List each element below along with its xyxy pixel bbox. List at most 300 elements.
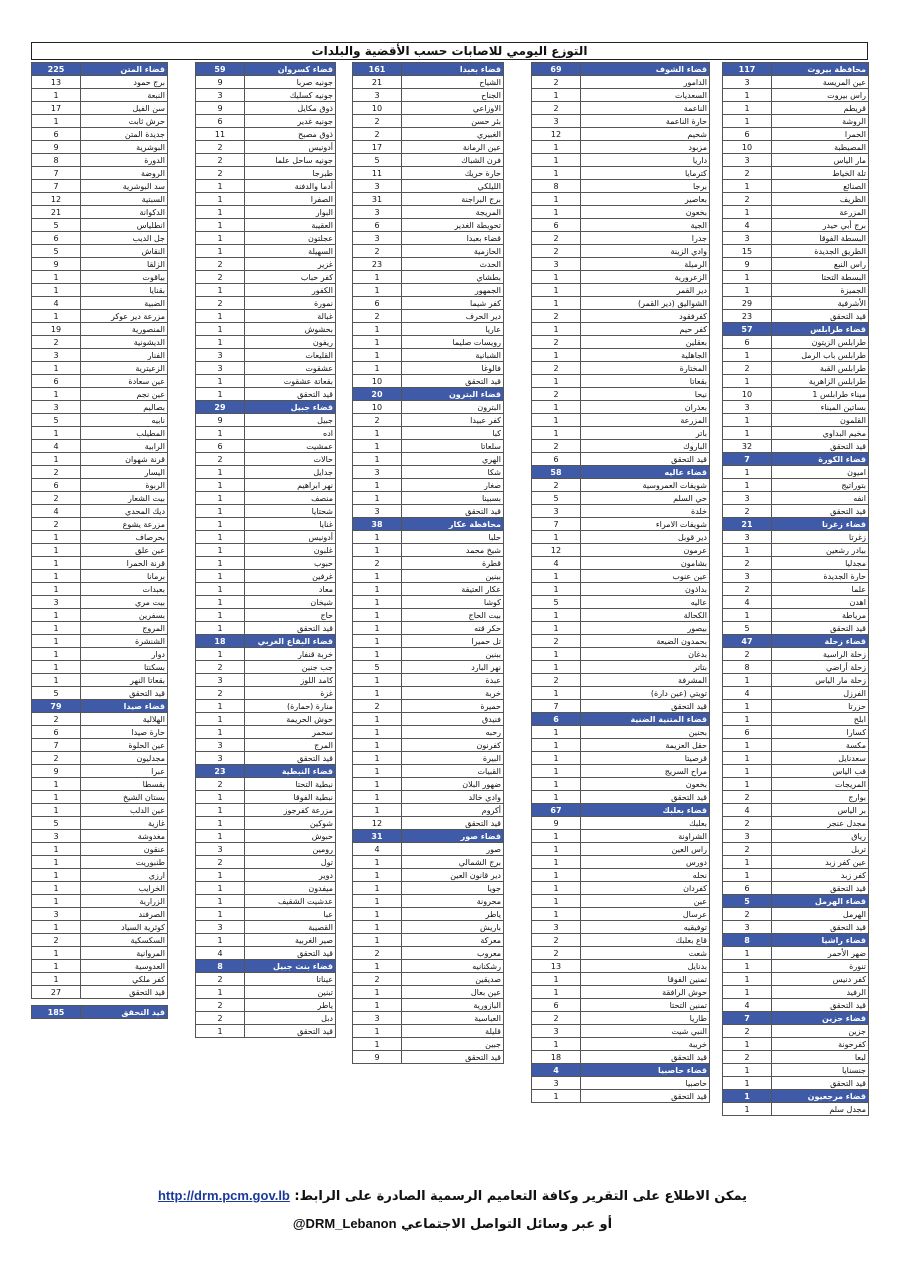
table-row: [32, 947, 168, 960]
case-count: 3: [32, 401, 81, 414]
table-row: [353, 362, 504, 375]
case-count: 1: [32, 388, 81, 401]
town-name: مرياطة: [772, 609, 869, 622]
district-total: 69: [532, 63, 581, 76]
district-total: 57: [723, 323, 772, 336]
table-row: [353, 310, 504, 323]
table-row: [353, 336, 504, 349]
case-count: 3: [196, 89, 245, 102]
town-name: تول: [245, 856, 336, 869]
case-count: 1: [196, 427, 245, 440]
table-row: [196, 921, 336, 934]
table-row: [353, 141, 504, 154]
town-name: حارة الجديدة: [772, 570, 869, 583]
town-name: الحازمية: [402, 245, 504, 258]
case-count: 5: [32, 219, 81, 232]
town-name: كفردان: [581, 882, 710, 895]
case-count: 1: [32, 284, 81, 297]
town-name: البترون: [402, 401, 504, 414]
table-row: [353, 804, 504, 817]
town-name: عمشيت: [245, 440, 336, 453]
table-row: [353, 427, 504, 440]
table-row: [353, 635, 504, 648]
table-row: [32, 219, 168, 232]
table-row: [532, 89, 710, 102]
town-name: الروشة: [772, 115, 869, 128]
table-row: [32, 609, 168, 622]
town-name: طرابلس الزاهرية: [772, 375, 869, 388]
case-count: 12: [32, 193, 81, 206]
table-row: [532, 908, 710, 921]
town-name: بسكنتا: [81, 661, 168, 674]
table-row: [353, 219, 504, 232]
case-count: 1: [32, 271, 81, 284]
case-count: 1: [723, 271, 772, 284]
table-row: [723, 1051, 869, 1064]
table-column-chouf: [531, 62, 710, 1103]
case-count: 1: [353, 479, 402, 492]
case-count: 1: [32, 453, 81, 466]
table-row: [353, 167, 504, 180]
case-count: 1: [532, 843, 581, 856]
social-handle[interactable]: @DRM_Lebanon: [292, 1216, 397, 1231]
table-row: [32, 453, 168, 466]
table-row: [32, 76, 168, 89]
case-count: 1: [723, 414, 772, 427]
table-row: [196, 973, 336, 986]
case-count: 1: [353, 778, 402, 791]
case-count: 2: [353, 947, 402, 960]
town-name: كبا: [402, 427, 504, 440]
case-count: 1: [532, 531, 581, 544]
table-row: [353, 557, 504, 570]
town-name: قيد التحقق: [581, 700, 710, 713]
table-row: [353, 505, 504, 518]
table-row: [532, 687, 710, 700]
case-count: 2: [723, 1025, 772, 1038]
town-name: قيد التحقق: [772, 440, 869, 453]
case-count: 9: [723, 258, 772, 271]
table-row: [196, 778, 336, 791]
case-count: 3: [532, 258, 581, 271]
table-row: [532, 219, 710, 232]
table-row: [532, 1077, 710, 1090]
town-name: شيخان: [245, 596, 336, 609]
table-row: [532, 622, 710, 635]
table-row: [532, 362, 710, 375]
table-row: [532, 778, 710, 791]
table-row: [532, 739, 710, 752]
case-count: 6: [196, 115, 245, 128]
case-count: 6: [32, 232, 81, 245]
table-row: [32, 674, 168, 687]
table-row: [32, 336, 168, 349]
table-row: [532, 531, 710, 544]
case-count: 4: [532, 557, 581, 570]
town-name: اميون: [772, 466, 869, 479]
district-name: قضاء البقاع الغربي: [245, 635, 336, 648]
case-count: 3: [532, 115, 581, 128]
table-row: [196, 284, 336, 297]
case-count: 3: [196, 752, 245, 765]
table-row: [32, 258, 168, 271]
table-row: [32, 817, 168, 830]
case-count: 2: [532, 635, 581, 648]
case-count: 1: [723, 752, 772, 765]
table-row: [723, 713, 869, 726]
town-name: بحرصاف: [81, 531, 168, 544]
district-name: قضاء المتن: [81, 63, 168, 76]
table-row: [353, 622, 504, 635]
case-count: 1: [353, 895, 402, 908]
table-row: [723, 804, 869, 817]
town-name: السكسكية: [81, 934, 168, 947]
case-count: 3: [723, 232, 772, 245]
table-row: [196, 427, 336, 440]
table-row: [723, 219, 869, 232]
town-name: حالات: [245, 453, 336, 466]
case-count: 2: [532, 76, 581, 89]
table-row: [723, 986, 869, 999]
town-name: تويتي (عين دارة): [581, 687, 710, 700]
table-row: [532, 492, 710, 505]
district-header-row: [532, 466, 710, 479]
table-row: [723, 765, 869, 778]
table-row: [532, 479, 710, 492]
table-row: [532, 960, 710, 973]
town-name: الجمهور: [402, 284, 504, 297]
town-name: قيد التحقق: [245, 947, 336, 960]
town-name: المطيلب: [81, 427, 168, 440]
table-row: [532, 544, 710, 557]
town-name: زغرتا: [772, 531, 869, 544]
district-header-row: [353, 63, 504, 76]
case-count: 3: [353, 505, 402, 518]
town-name: مار الياس: [772, 154, 869, 167]
case-count: 1: [196, 622, 245, 635]
case-count: 1: [532, 609, 581, 622]
table-row: [723, 375, 869, 388]
table-row: [723, 206, 869, 219]
table-row: [723, 310, 869, 323]
town-name: ياطر: [402, 908, 504, 921]
table-row: [532, 765, 710, 778]
case-count: 1: [532, 739, 581, 752]
table-row: [32, 362, 168, 375]
case-count: 1: [723, 960, 772, 973]
case-count: 10: [353, 102, 402, 115]
town-name: القليعات: [245, 349, 336, 362]
town-name: الناعمة: [581, 102, 710, 115]
case-count: 3: [196, 349, 245, 362]
table-row: [196, 739, 336, 752]
town-name: انطلياس: [81, 219, 168, 232]
town-name: بستان الشيخ: [81, 791, 168, 804]
case-count: 1: [32, 557, 81, 570]
town-name: الرابية: [81, 440, 168, 453]
table-row: [532, 752, 710, 765]
case-count: 1: [353, 648, 402, 661]
case-count: 1: [32, 921, 81, 934]
town-name: صير الغربية: [245, 934, 336, 947]
table-row: [353, 193, 504, 206]
table-row: [196, 193, 336, 206]
case-count: 1: [196, 219, 245, 232]
town-name: برمانا: [81, 570, 168, 583]
town-name: باريش: [402, 921, 504, 934]
town-name: جونيه غدير: [245, 115, 336, 128]
town-name: بسفرين: [81, 609, 168, 622]
town-name: قيد التحقق: [772, 921, 869, 934]
town-name: كوثرية السياد: [81, 921, 168, 934]
case-count: 2: [723, 908, 772, 921]
town-name: عين سعادة: [81, 375, 168, 388]
table-row: [532, 895, 710, 908]
table-row: [196, 362, 336, 375]
town-name: عنقون: [81, 843, 168, 856]
case-count: 27: [32, 986, 81, 999]
case-count: 1: [723, 180, 772, 193]
case-count: 1: [532, 986, 581, 999]
case-count: 2: [353, 414, 402, 427]
town-name: قيد التحقق: [81, 687, 168, 700]
district-name: قضاء الكورة: [772, 453, 869, 466]
table-row: [32, 856, 168, 869]
town-name: الصنائع: [772, 180, 869, 193]
town-name: مجدليا: [772, 557, 869, 570]
town-name: الدامور: [581, 76, 710, 89]
town-name: الشنشرة: [81, 635, 168, 648]
case-count: 9: [32, 765, 81, 778]
case-count: 1: [353, 583, 402, 596]
table-row: [32, 141, 168, 154]
town-name: طرابلس الزيتون: [772, 336, 869, 349]
case-count: 4: [723, 804, 772, 817]
table-row: [723, 583, 869, 596]
case-count: 23: [723, 310, 772, 323]
case-count: 1: [723, 947, 772, 960]
case-count: 1: [532, 323, 581, 336]
town-name: كوشا: [402, 596, 504, 609]
district-name: قضاء حاصبيا: [581, 1064, 710, 1077]
town-name: كفر حباب: [245, 271, 336, 284]
case-count: 1: [196, 908, 245, 921]
case-count: 1: [532, 297, 581, 310]
case-count: 18: [532, 1051, 581, 1064]
case-count: 1: [353, 999, 402, 1012]
town-name: السبتية: [81, 193, 168, 206]
case-count: 2: [196, 167, 245, 180]
town-name: حزرتا: [772, 700, 869, 713]
case-count: 1: [32, 635, 81, 648]
case-count: 1: [723, 713, 772, 726]
case-count: 3: [723, 154, 772, 167]
table-row: [196, 518, 336, 531]
case-count: 1: [532, 193, 581, 206]
table-row: [32, 206, 168, 219]
town-name: رويسات صليما: [402, 336, 504, 349]
case-count: 1: [353, 908, 402, 921]
case-count: 8: [32, 154, 81, 167]
town-name: قيد التحقق: [581, 1090, 710, 1103]
case-count: 1: [196, 596, 245, 609]
town-name: المريجة: [402, 206, 504, 219]
table-row: [196, 856, 336, 869]
town-name: نهر البارد: [402, 661, 504, 674]
case-count: 1: [353, 349, 402, 362]
table-row: [723, 739, 869, 752]
case-count: 1: [196, 882, 245, 895]
table-row: [32, 869, 168, 882]
table-row: [32, 115, 168, 128]
town-name: وادي الزينة: [581, 245, 710, 258]
town-name: مكسة: [772, 739, 869, 752]
town-name: المريجات: [772, 778, 869, 791]
table-row: [723, 440, 869, 453]
case-count: 1: [532, 869, 581, 882]
town-name: قيد التحقق: [245, 622, 336, 635]
table-row: [353, 258, 504, 271]
table-row: [532, 193, 710, 206]
table-row: [723, 661, 869, 674]
case-count: 1: [723, 544, 772, 557]
table-row: [723, 947, 869, 960]
town-name: شيخ محمد: [402, 544, 504, 557]
town-name: الشواليق (دير القمر): [581, 297, 710, 310]
town-name: نهر ابراهيم: [245, 479, 336, 492]
case-count: 17: [353, 141, 402, 154]
table-row: [196, 232, 336, 245]
table-row: [723, 167, 869, 180]
case-count: 1: [723, 973, 772, 986]
case-count: 1: [353, 453, 402, 466]
case-count: 13: [532, 960, 581, 973]
table-row: [353, 661, 504, 674]
table-row: [723, 401, 869, 414]
case-count: 8: [532, 180, 581, 193]
case-count: 3: [723, 492, 772, 505]
town-name: طنبوريت: [81, 856, 168, 869]
case-count: 1: [32, 778, 81, 791]
table-row: [196, 531, 336, 544]
town-name: ضهر الأحمر: [772, 947, 869, 960]
case-count: 1: [532, 141, 581, 154]
table-row: [353, 895, 504, 908]
case-count: 1: [532, 648, 581, 661]
case-count: 9: [196, 76, 245, 89]
town-name: البوشرية: [81, 141, 168, 154]
table-row: [353, 908, 504, 921]
town-name: بحشوش: [245, 323, 336, 336]
case-count: 7: [532, 518, 581, 531]
town-name: الرميلة: [581, 258, 710, 271]
town-name: بطشاي: [402, 271, 504, 284]
case-count: 3: [353, 89, 402, 102]
district-total: 1: [723, 1090, 772, 1103]
table-row: [353, 284, 504, 297]
case-count: 1: [196, 934, 245, 947]
table-row: [353, 648, 504, 661]
case-count: 2: [723, 648, 772, 661]
town-name: مخيم البداوي: [772, 427, 869, 440]
case-count: 1: [196, 193, 245, 206]
table-row: [32, 570, 168, 583]
case-count: 1: [353, 609, 402, 622]
table-row: [32, 635, 168, 648]
town-name: النقاش: [81, 245, 168, 258]
table-row: [353, 206, 504, 219]
table-row: [32, 596, 168, 609]
case-count: 1: [723, 115, 772, 128]
case-count: 1: [32, 89, 81, 102]
case-count: 12: [532, 128, 581, 141]
case-count: 1: [532, 622, 581, 635]
report-link[interactable]: http://drm.pcm.gov.lb: [157, 1188, 290, 1203]
case-count: 1: [196, 180, 245, 193]
case-count: 6: [532, 219, 581, 232]
district-header-row: [353, 518, 504, 531]
table-row: [32, 245, 168, 258]
town-name: حوش الرافقة: [581, 986, 710, 999]
table-row: [32, 713, 168, 726]
town-name: الفرزل: [772, 687, 869, 700]
table-row: [353, 232, 504, 245]
town-name: عجلتون: [245, 232, 336, 245]
town-name: بساتين الميناء: [772, 401, 869, 414]
table-row: [32, 310, 168, 323]
case-count: 9: [353, 1051, 402, 1064]
district-name: قضاء طرابلس: [772, 323, 869, 336]
table-row: [32, 557, 168, 570]
town-name: قرنة شهوان: [81, 453, 168, 466]
case-count: 1: [196, 284, 245, 297]
case-count: 1: [532, 271, 581, 284]
district-header-row: [723, 453, 869, 466]
case-count: 3: [723, 570, 772, 583]
town-name: نبطية الفوقا: [245, 791, 336, 804]
case-count: 5: [353, 154, 402, 167]
case-count: 1: [353, 752, 402, 765]
town-name: كفر شيما: [402, 297, 504, 310]
table-row: [723, 115, 869, 128]
table-row: [32, 466, 168, 479]
town-name: شكا: [402, 466, 504, 479]
town-name: المزرعة: [772, 206, 869, 219]
table-row: [353, 934, 504, 947]
table-row: [532, 856, 710, 869]
town-name: جب جنين: [245, 661, 336, 674]
case-count: 1: [196, 830, 245, 843]
case-count: 6: [353, 297, 402, 310]
town-name: قيد التحقق: [581, 453, 710, 466]
case-count: 1: [532, 414, 581, 427]
table-row: [32, 492, 168, 505]
table-row: [196, 375, 336, 388]
case-count: 2: [532, 245, 581, 258]
table-row: [723, 349, 869, 362]
case-count: 15: [723, 245, 772, 258]
town-name: سد البوشرية: [81, 180, 168, 193]
district-total: 161: [353, 63, 402, 76]
table-row: [32, 739, 168, 752]
town-name: جنسنايا: [772, 1064, 869, 1077]
town-name: قيد التحقق: [245, 752, 336, 765]
case-count: 1: [723, 700, 772, 713]
table-row: [353, 778, 504, 791]
town-name: تل حميرا: [402, 635, 504, 648]
case-count: 1: [32, 843, 81, 856]
town-name: المروانية: [81, 947, 168, 960]
